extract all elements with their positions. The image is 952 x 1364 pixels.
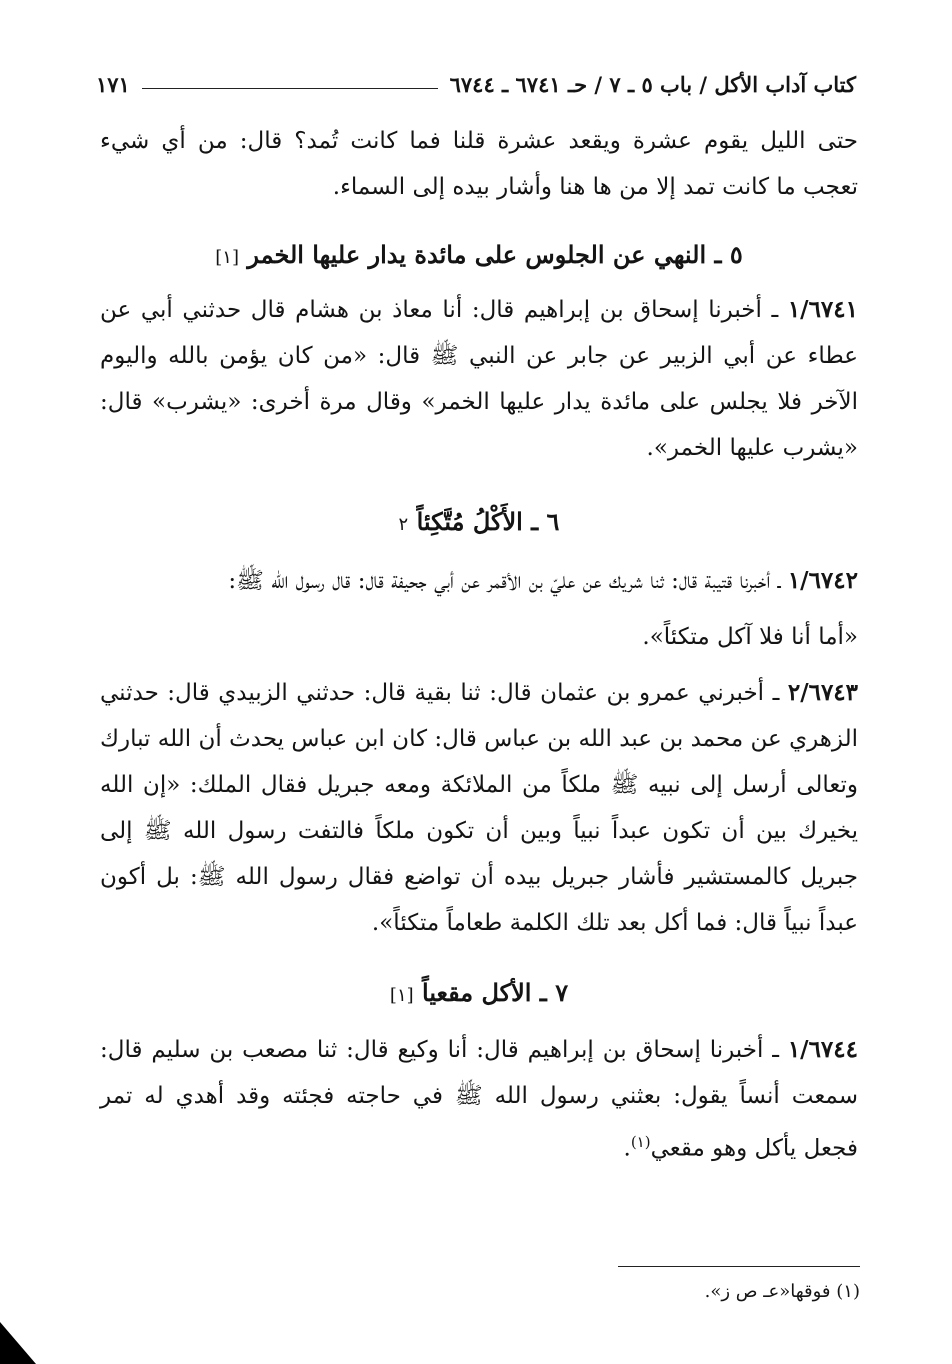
hadith-text-6743: ـ أخبرني عمرو بن عثمان قال: ثنا بقية قال: حدثني الزبيدي قال: حدثني الزهري عن محمد بن عبد الله بن عباس قال: كان ابن عباس يحدث أن الله تبارك وتعالى أرسل إلى نبيه ﷺ ملكاً من الملائكة ومعه جبريل فقال الملك: «إن الله يخيرك بين أن تكون عبداً نبياً وبين أن تكون ملكاً فالتفت رسول الله ﷺ إلى جبريل كالمستشير فأشار جبريل بيده أن تواضع فقال رسول الله ﷺ: بل أكون عبداً نبياً قال: فما أكل بعد تلك الكلمة طعاماً متكئاً». [100,680,858,936]
hadith-text-6742: ـ أخبرنا قتيبة قال: ثنا شريك عن عليّ بن الأقمر عن أبي جحيفة قال: قال رسول الله ﷺ: [228,568,781,594]
footnote-separator [618,1266,860,1267]
running-title: كتاب آداب الأكل / باب ٥ ـ ٧ / حـ ٦٧٤١ ـ ٦٧٤٤ [449,71,856,97]
hadith-6744-end: . [623,1135,631,1162]
hadith-6744 [100,1027,858,1172]
page-body [100,118,858,1172]
footnote: (١) فوقها«عـ ص ز». [704,1281,860,1302]
hadith-6742 [100,558,858,604]
chapter-heading-7-note: [١] [389,985,414,1006]
page-number: ١٧١ [96,71,130,97]
hadith-number-6744: ١/٦٧٤٤ [787,1036,858,1063]
intro-paragraph: حتى الليل يقوم عشرة ويقعد عشرة قلنا فما كانت تُمد؟ قال: من أي شيء تعجب ما كانت تمد إلا من ها هنا وأشار بيده إلى السماء. [100,128,858,200]
footnote-marker: (١) [630,1133,651,1151]
chapter-heading-6 [100,499,858,548]
hadith-6743 [100,670,858,946]
chapter-heading-6-title: ٦ ـ الأَكْلُ مُتَّكِئاً [416,507,560,536]
chapter-heading-7-title: ٧ ـ الأكل مقعياً [422,978,569,1007]
chapter-heading-6-note: ٢ [398,514,409,535]
header-rule [142,88,438,89]
hadith-6741 [100,287,858,471]
chapter-heading-5-title: ٥ ـ النهي عن الجلوس على مائدة يدار عليها الخمر [247,240,743,269]
hadith-number-6743: ٢/٦٧٤٣ [787,679,859,706]
page-corner-mark [0,1322,36,1364]
page-header [96,66,856,102]
chapter-heading-5-note: [١] [215,247,239,268]
hadith-number-6741: ١/٦٧٤١ [787,296,858,323]
chapter-heading-5 [100,232,858,281]
chapter-heading-7 [100,970,858,1019]
hadith-6742-quote: «أما أنا فلا آكل متكئاً». [642,624,858,650]
hadith-number-6742: ١/٦٧٤٢ [787,567,858,594]
hadith-text-6744: ـ أخبرنا إسحاق بن إبراهيم قال: أنا وكيع قال: ثنا مصعب بن سليم قال: سمعت أنساً يقول: بعثني رسول الله ﷺ في حاجته فجئته وقد أهدي له تمر فجعل يأكل وهو مقعي [100,1037,858,1162]
hadith-text-6741: ـ أخبرنا إسحاق بن إبراهيم قال: أنا معاذ بن هشام قال حدثني أبي عن عطاء عن أبي الزبير عن جابر عن النبي ﷺ قال: «من كان يؤمن بالله واليوم الآخر فلا يجلس على مائدة يدار عليها الخمر» وقال مرة أخرى: «يشرب» قال: «يشرب عليها الخمر». [100,297,858,461]
